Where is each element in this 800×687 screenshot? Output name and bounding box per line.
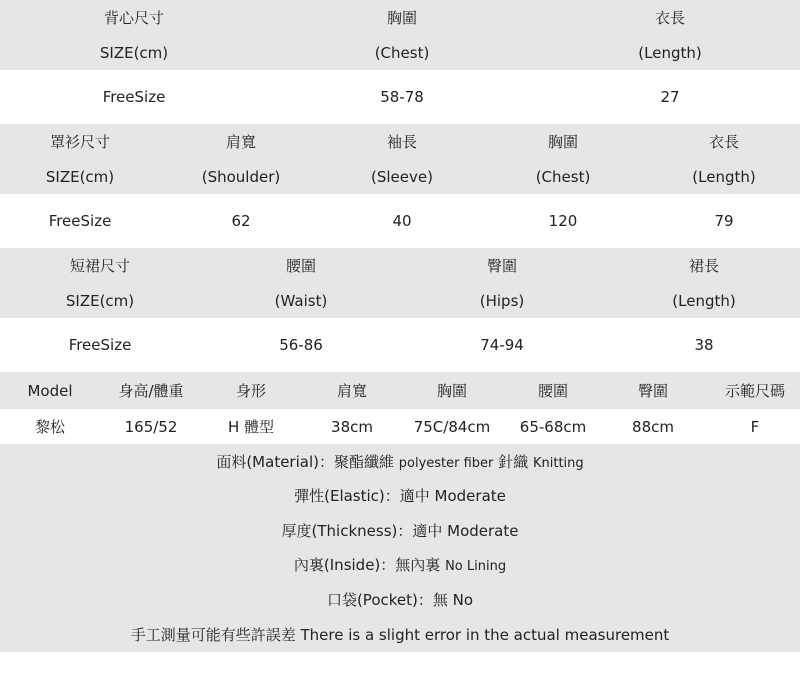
model-shoulder-label: 肩寬 xyxy=(336,382,368,400)
model-name-label: Model xyxy=(27,382,73,400)
model-shoulder-value: 38cm xyxy=(331,418,373,436)
model-waist-value: 65-68cm xyxy=(519,418,587,436)
vest-length-label: 衣長 xyxy=(654,9,686,27)
material-knit-zh: 針織 xyxy=(498,453,529,471)
cardigan-length-en: (Length) xyxy=(692,168,756,186)
cardigan-shoulder-label: 肩寬 xyxy=(225,133,257,151)
cardigan-sleeve-label: 袖長 xyxy=(386,133,418,151)
cardigan-length-value: 79 xyxy=(714,212,734,230)
cardigan-size-value: FreeSize xyxy=(48,212,112,230)
inside-line xyxy=(0,548,800,583)
material-line xyxy=(0,445,800,480)
pocket-line: 口袋(Pocket)：無 No xyxy=(326,591,474,609)
vest-size-value: FreeSize xyxy=(102,88,166,106)
skirt-hips-en: (Hips) xyxy=(479,292,525,310)
skirt-length-label: 裙長 xyxy=(688,257,720,275)
skirt-size-unit: SIZE(cm) xyxy=(65,292,135,310)
material-knit-en: Knitting xyxy=(532,456,584,471)
cardigan-shoulder-en: (Shoulder) xyxy=(201,168,281,186)
skirt-length-value: 38 xyxy=(694,336,714,354)
model-body-type-label: 身形 xyxy=(235,382,267,400)
skirt-waist-value: 56-86 xyxy=(279,336,323,354)
elastic-line: 彈性(Elastic)：適中 Moderate xyxy=(294,487,506,505)
skirt-hips-value: 74-94 xyxy=(480,336,524,354)
model-hips-value: 88cm xyxy=(632,418,674,436)
material-fiber-en: polyester fiber xyxy=(398,456,494,471)
cardigan-size-title: 罩衫尺寸 xyxy=(49,133,111,151)
vest-length-value: 27 xyxy=(660,88,680,106)
cardigan-chest-en: (Chest) xyxy=(535,168,591,186)
skirt-waist-en: (Waist) xyxy=(274,292,328,310)
model-size-worn-label: 示範尺碼 xyxy=(724,382,786,400)
model-values xyxy=(0,409,800,444)
skirt-size-header xyxy=(0,248,800,318)
model-hips-label: 臀圍 xyxy=(637,382,669,400)
fabric-info-panel xyxy=(0,444,800,652)
cardigan-sleeve-value: 40 xyxy=(392,212,412,230)
vest-size-unit: SIZE(cm) xyxy=(99,44,169,62)
skirt-size-value: FreeSize xyxy=(68,336,132,354)
material-label: 面料(Material)：聚酯纖維 xyxy=(216,453,394,471)
model-chest-value: 75C/84cm xyxy=(413,418,491,436)
cardigan-length-label: 衣長 xyxy=(708,133,740,151)
model-size-worn-value: F xyxy=(750,418,760,436)
vest-length-en: (Length) xyxy=(638,44,702,62)
inside-label: 內裏(Inside)：無內裏 xyxy=(293,556,441,574)
model-body-type-value: H 體型 xyxy=(227,418,275,436)
inside-en: No Lining xyxy=(445,559,507,574)
skirt-size-title: 短裙尺寸 xyxy=(69,257,131,275)
cardigan-size-values xyxy=(0,194,800,248)
cardigan-chest-value: 120 xyxy=(548,212,578,230)
cardigan-chest-label: 胸圍 xyxy=(547,133,579,151)
vest-chest-label: 胸圍 xyxy=(386,9,418,27)
cardigan-size-header xyxy=(0,124,800,194)
vest-chest-en: (Chest) xyxy=(374,44,430,62)
skirt-length-en: (Length) xyxy=(672,292,736,310)
vest-size-values xyxy=(0,70,800,124)
vest-size-title: 背心尺寸 xyxy=(103,9,165,27)
thickness-line: 厚度(Thickness)：適中 Moderate xyxy=(281,522,519,540)
model-chest-label: 胸圍 xyxy=(436,382,468,400)
measurement-note: 手工測量可能有些許誤差 There is a slight error in the actual measurement xyxy=(130,626,670,644)
cardigan-sleeve-en: (Sleeve) xyxy=(371,168,433,186)
vest-size-header xyxy=(0,0,800,70)
skirt-hips-label: 臀圍 xyxy=(486,257,518,275)
model-header xyxy=(0,372,800,409)
skirt-waist-label: 腰圍 xyxy=(285,257,317,275)
model-name-value: 黎松 xyxy=(34,418,66,436)
vest-chest-value: 58-78 xyxy=(380,88,424,106)
cardigan-shoulder-value: 62 xyxy=(231,212,251,230)
model-height-weight-value: 165/52 xyxy=(124,418,178,436)
model-height-weight-label: 身高/體重 xyxy=(118,382,184,400)
skirt-size-values xyxy=(0,318,800,372)
cardigan-size-unit: SIZE(cm) xyxy=(45,168,115,186)
model-waist-label: 腰圍 xyxy=(537,382,569,400)
